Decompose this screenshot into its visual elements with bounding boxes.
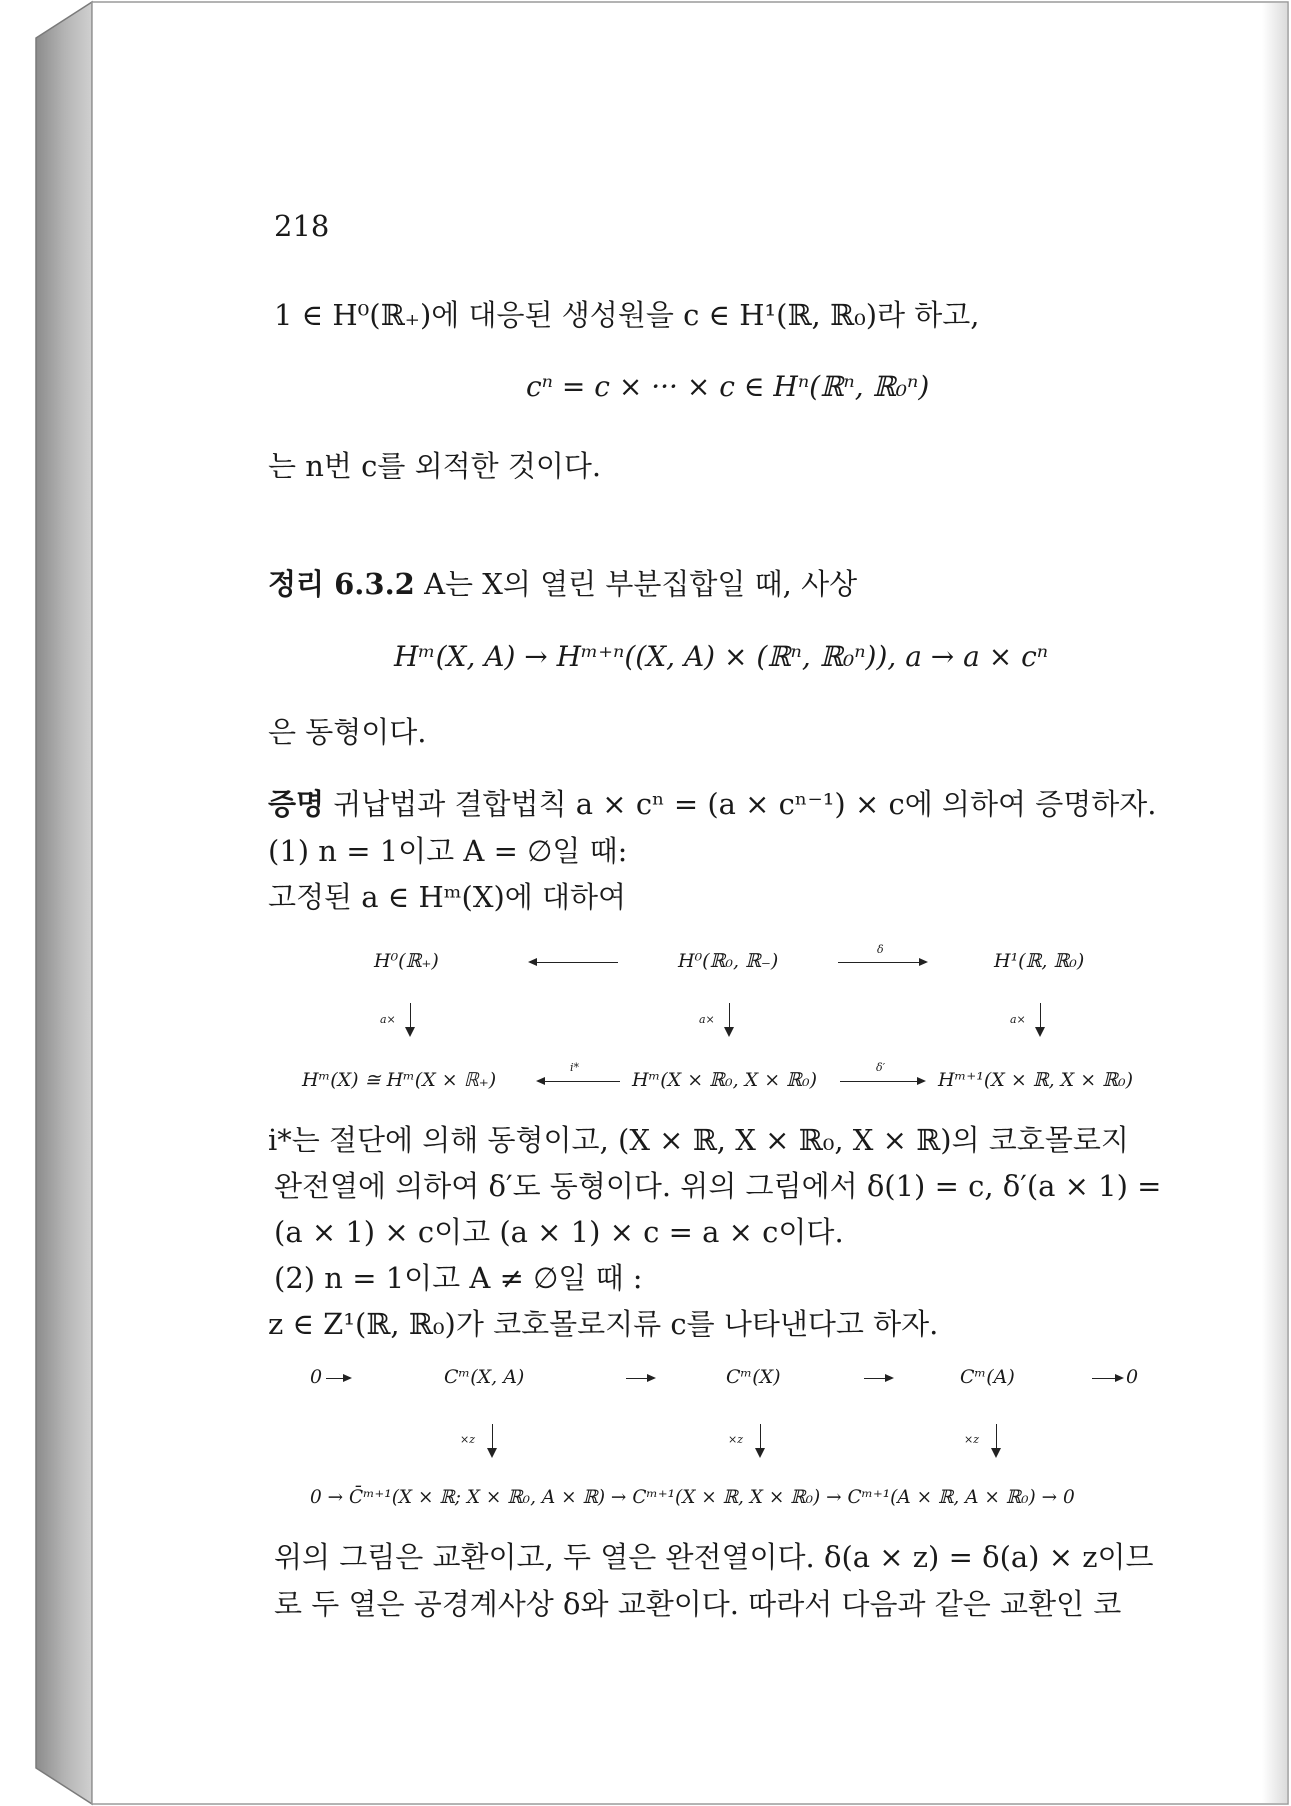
diagram1-top-arrow-1 [530,962,618,963]
diagram1-bottom-arrow-1-label: i* [570,1061,580,1074]
diagram2-vert-arrow-3 [996,1424,997,1456]
diagram2-bottom-row: 0 → C̄ᵐ⁺¹(X × ℝ; X × ℝ₀, A × ℝ) → Cᵐ⁺¹(X × ℝ, X × ℝ₀) → Cᵐ⁺¹(A × ℝ, A × ℝ₀) → 0 [310,1487,1075,1508]
diagram1-vert-arrow-2 [729,1003,730,1035]
diagram1-bottom-arrow-2 [840,1081,924,1082]
proof-case-1: (1) n = 1이고 A = ∅일 때: [268,834,628,868]
diagram1-top-arrow-2 [838,962,926,963]
diagram1-bottom-arrow-1 [538,1081,620,1082]
diagram1-vert-arrow-1 [410,1003,411,1035]
page-number: 218 [274,209,330,243]
equation-cn: cⁿ = c × ··· × c ∈ Hⁿ(ℝⁿ, ℝ₀ⁿ) [526,370,930,403]
theorem-heading [268,567,858,601]
paragraph-cn-note: 는 n번 c를 외적한 것이다. [268,449,602,483]
diagram1-bottom-middle: Hᵐ(X × ℝ₀, X × ℝ₀) [632,1069,817,1091]
diagram2-top-arrow-0 [326,1378,350,1379]
proof-case-2: (2) n = 1이고 A ≠ ∅일 때 : [274,1261,643,1295]
diagram1-bottom-arrow-2-label: δ′ [876,1061,886,1074]
diagram2-top-arrow-3 [1092,1378,1122,1379]
diagram1-bottom-right: Hᵐ⁺¹(X × ℝ, X × ℝ₀) [938,1069,1134,1091]
proof-heading [268,787,1157,821]
diagram2-top-zero-left: 0 [310,1366,323,1388]
diagram2-top-cochain-xa: Cᵐ(X, A) [444,1366,525,1388]
diagram2-vert-label-1: ×z [460,1433,476,1446]
diagram1-vert-label-2: a× [699,1013,715,1026]
diagram1-top-right: H¹(ℝ, ℝ₀) [994,950,1085,972]
diagram2-vert-label-3: ×z [964,1433,980,1446]
theorem-conclusion: 은 동형이다. [268,715,427,749]
diagram1-vert-label-1: a× [380,1013,396,1026]
diagram2-top-cochain-x: Cᵐ(X) [726,1366,781,1388]
theorem-label: 정리 6.3.2 [268,567,415,601]
theorem-equation: Hᵐ(X, A) → Hᵐ⁺ⁿ((X, A) × (ℝⁿ, ℝ₀ⁿ)), a → a × cⁿ [394,640,1049,673]
proof-case-1-line: 고정된 a ∈ Hᵐ(X)에 대하여 [268,880,627,914]
paragraph-commutative-line-2: 로 두 열은 공경계사상 δ와 교환이다. 따라서 다음과 같은 교환인 코 [274,1587,1122,1621]
diagram1-top-left: H⁰(ℝ₊) [374,950,439,972]
diagram2-top-cochain-a: Cᵐ(A) [960,1366,1015,1388]
proof-label: 증명 [268,787,325,821]
diagram1-vert-label-3: a× [1010,1013,1026,1026]
diagram1-bottom-left: Hᵐ(X) ≅ Hᵐ(X × ℝ₊) [302,1069,497,1091]
paragraph-excision-line-1: i*는 절단에 의해 동형이고, (X × ℝ, X × ℝ₀, X × ℝ)의 코호몰로지 [268,1123,1129,1157]
diagram1-vert-arrow-3 [1040,1003,1041,1035]
diagram2-vert-label-2: ×z [728,1433,744,1446]
paragraph-excision-line-2: 완전열에 의하여 δ′도 동형이다. 위의 그림에서 δ(1) = c, δ′(a × 1) = [274,1169,1162,1203]
theorem-text: A는 X의 열린 부분집합일 때, 사상 [424,567,858,601]
diagram2-top-arrow-2 [864,1378,892,1379]
diagram2-top-zero-right: 0 [1126,1366,1139,1388]
diagram1-top-arrow-2-label: δ [877,943,884,956]
diagram2-top-arrow-1 [626,1378,654,1379]
paragraph-commutative-line-1: 위의 그림은 교환이고, 두 열은 완전열이다. δ(a × z) = δ(a) × z이므 [274,1540,1154,1574]
paragraph-excision-line-3: (a × 1) × c이고 (a × 1) × c = a × c이다. [274,1215,844,1249]
proof-text: 귀납법과 결합법칙 a × cⁿ = (a × cⁿ⁻¹) × c에 의하여 증명하자. [333,787,1157,821]
diagram1-top-middle: H⁰(ℝ₀, ℝ₋) [678,950,779,972]
diagram2-vert-arrow-1 [492,1424,493,1456]
paragraph-cocycle: z ∈ Z¹(ℝ, ℝ₀)가 코호몰로지류 c를 나타낸다고 하자. [268,1307,939,1341]
diagram2-vert-arrow-2 [760,1424,761,1456]
paragraph-intro: 1 ∈ H⁰(ℝ₊)에 대응된 생성원을 c ∈ H¹(ℝ, ℝ₀)라 하고, [274,298,980,332]
